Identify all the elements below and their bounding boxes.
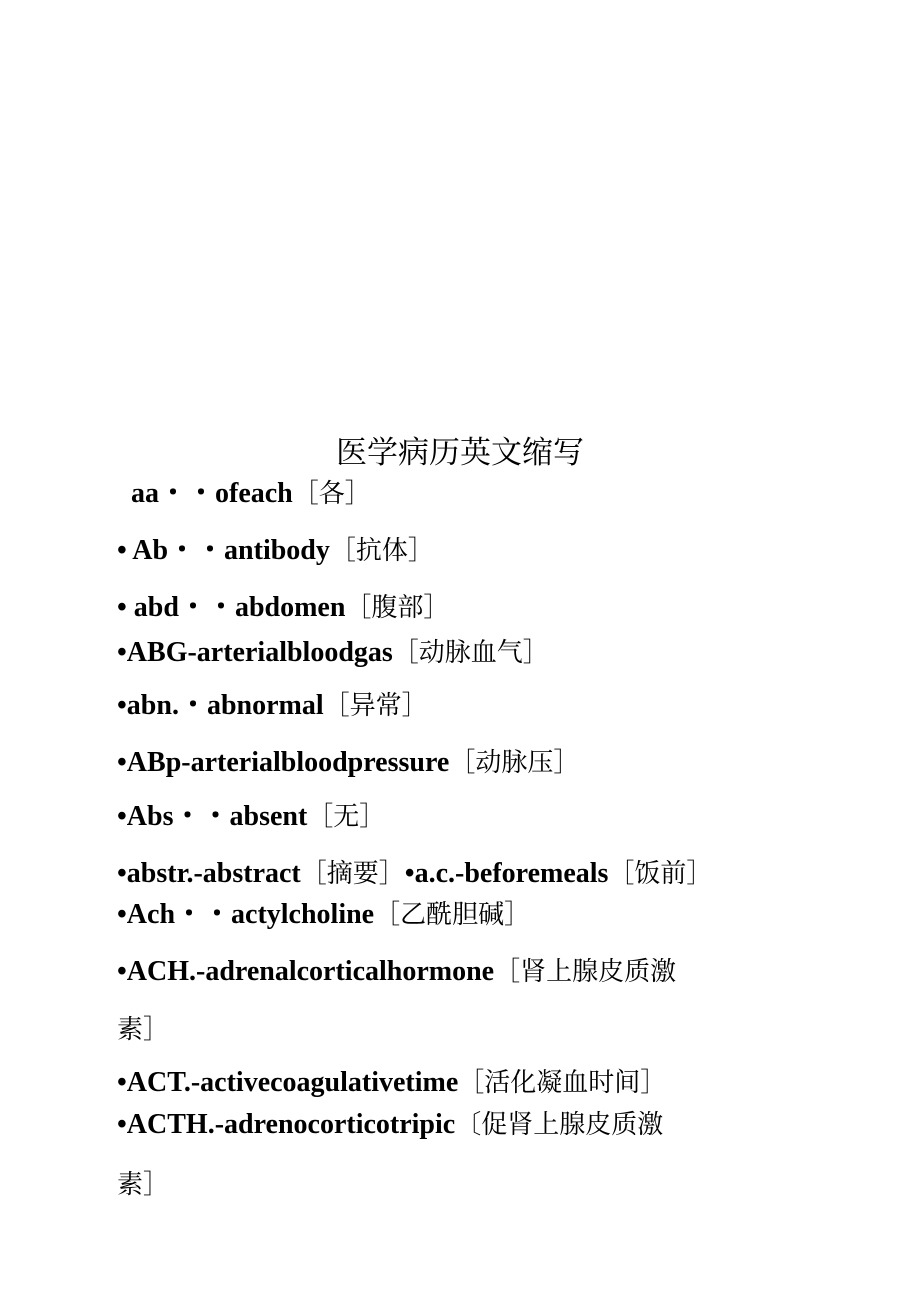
entry-abstr bbox=[117, 855, 712, 893]
entry-term: • abd・・abdomen bbox=[117, 592, 346, 623]
entry-ach-hormone bbox=[117, 953, 676, 991]
entry-gloss-continuation: 素］ bbox=[117, 1170, 170, 1200]
entry-acth-continuation bbox=[117, 1166, 169, 1204]
entry-gloss: ［腹部］ bbox=[345, 593, 450, 623]
entry-term: •ABG-arterialbloodgas bbox=[117, 637, 393, 668]
entry-ach bbox=[117, 896, 530, 934]
entry-abs bbox=[117, 798, 385, 836]
entry-gloss-second: ［饭前］ bbox=[608, 859, 713, 889]
entry-term: • Ab・・antibody bbox=[117, 535, 330, 566]
entry-term: aa・・ofeach bbox=[131, 478, 293, 509]
entry-term: •ACH.-adrenalcorticalhormone bbox=[117, 956, 495, 987]
entry-gloss-continuation: 素］ bbox=[117, 1015, 170, 1045]
entry-gloss: ［乙酰胆碱］ bbox=[374, 900, 531, 930]
entry-ach-hormone-continuation bbox=[117, 1011, 169, 1049]
entry-abd bbox=[117, 589, 449, 627]
entry-gloss: ［各］ bbox=[292, 479, 371, 509]
entry-gloss: ［异常］ bbox=[323, 691, 428, 721]
entry-gloss: ［活化凝血时间］ bbox=[458, 1068, 667, 1098]
entry-term: •Abs・・absent bbox=[117, 801, 308, 832]
entry-gloss: 〔促肾上腺皮质激 bbox=[455, 1110, 664, 1140]
entry-gloss: ［动脉压］ bbox=[449, 748, 580, 778]
entry-aa bbox=[131, 475, 371, 513]
entry-term-second: •a.c.-beforemeals bbox=[404, 858, 609, 889]
entry-term: •ACTH.-adrenocorticotripic bbox=[117, 1109, 456, 1140]
entry-abp bbox=[117, 744, 579, 782]
entry-gloss: ［肾上腺皮质激 bbox=[494, 957, 677, 987]
entry-term: •abstr.-abstract bbox=[117, 858, 301, 889]
entry-term: •ACT.-activecoagulativetime bbox=[117, 1067, 459, 1098]
entry-ab bbox=[117, 532, 434, 570]
page-title: 医学病历英文缩写 bbox=[336, 435, 584, 471]
entry-term: •ABp-arterialbloodpressure bbox=[117, 747, 450, 778]
entry-act bbox=[117, 1064, 666, 1102]
entry-gloss: ［动脉血气］ bbox=[392, 638, 549, 668]
entry-gloss: ［无］ bbox=[307, 802, 386, 832]
entry-abn bbox=[117, 687, 428, 725]
entry-acth bbox=[117, 1106, 663, 1144]
entry-term: •Ach・・actylcholine bbox=[117, 899, 375, 930]
entry-term: •abn.・abnormal bbox=[117, 690, 324, 721]
entry-gloss: ［摘要］ bbox=[300, 859, 405, 889]
entry-gloss: ［抗体］ bbox=[329, 536, 434, 566]
entry-abg bbox=[117, 634, 549, 672]
